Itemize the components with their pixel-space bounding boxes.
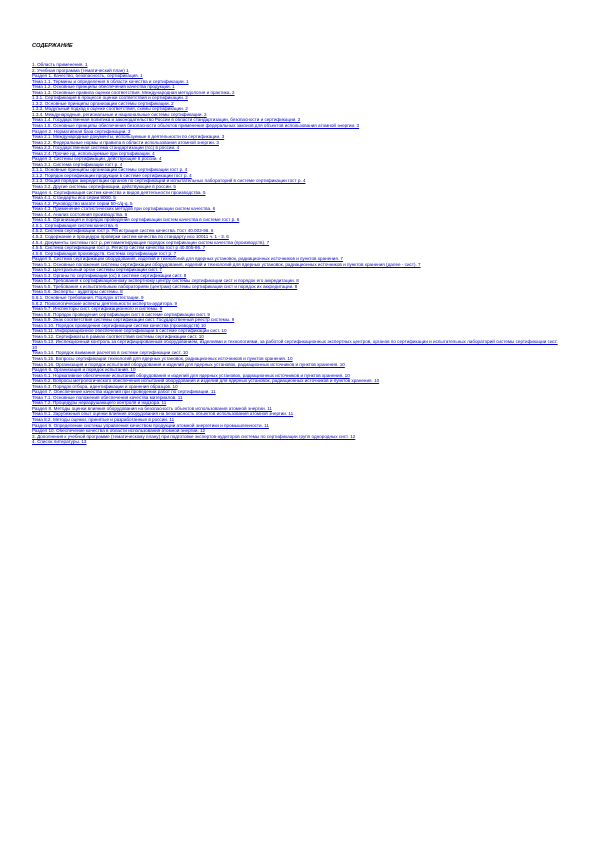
toc-entry-link[interactable]: Тема 5.5. Требования к испытательным лабораториям (центрам) системы сертификации сист и порядок их аккредитации. 8 xyxy=(32,283,298,289)
toc-entry-link[interactable]: Раздел 6. Организация и порядок испытаний. 10 xyxy=(32,367,136,373)
toc-entry-link[interactable]: Тема 5.2. Центральный орган системы сертификации сист. 7 xyxy=(32,267,162,273)
toc-entry-link[interactable]: 4.5.5. Система сертификации гост р. Регистр систем качества гост р 40.005-96. 7 xyxy=(32,245,206,251)
toc-entry-link[interactable]: Тема 4.1. Стандарты исо серии 9000. 5 xyxy=(32,195,116,201)
toc-entry-link[interactable]: 4. Список литературы. 13 xyxy=(32,439,87,445)
toc-entry-link[interactable]: Раздел 9. Определение системы управления качеством продукции атомной энергетики и промышленности. 11 xyxy=(32,422,269,428)
toc-entry-link[interactable]: 1. Область применения. 1 xyxy=(32,62,88,67)
toc-entry-link[interactable]: 1.3.1. Сертификация в процессе оценки соответствия и сертификации. 2 xyxy=(32,95,188,101)
toc-entry-link[interactable]: Тема 6.1. Нормативное обеспечение испытаний оборудования и изделий для ядерных установок, радиационных источников и пунктов хранения. 10 xyxy=(32,372,350,378)
toc-entry-link[interactable]: Тема 4.5. Организация и порядок проведения сертификации систем качества в системе гост р. 6 xyxy=(32,217,240,223)
toc-entry-link[interactable]: Тема 5.15. Вопросы сертификации технологий для ядерных установок, радиационных источников и пунктов хранения. 10 xyxy=(32,355,293,361)
toc-entry-link[interactable]: 5.6.2. Психологические аспекты деятельности эксперта-аудитора. 9 xyxy=(32,300,178,306)
toc-entry-link[interactable]: Тема 1.2. Основные принципы обеспечения качества продукции. 1 xyxy=(32,84,175,90)
toc-entry-link[interactable]: Раздел 10. Обеспечение качества в области использования атомной энергии. 12 xyxy=(32,428,206,434)
toc-entry-link[interactable]: Раздел 2. Нормативная база сертификации. 3 xyxy=(32,128,131,134)
toc-entry-link[interactable]: Тема 8.2. Методы оценки, принятые и разработанные в россии. 11 xyxy=(32,417,175,422)
toc-entry-link[interactable]: Тема 7.1. Основные положения обеспечения качества материалов. 11 xyxy=(32,394,183,400)
toc-entry-link[interactable]: Тема 2.4. Прочие нд, используемые при сертификации. 4 xyxy=(32,150,155,156)
toc-entry-link[interactable]: Раздел 4. Сертификация систем качества и видов деятельности производства. 5 xyxy=(32,189,206,195)
toc-entry-link[interactable]: Тема 5.12. Сертификаты в рамках соответствия системы сертификации сист. 10 xyxy=(32,333,204,339)
page-title: СОДЕРЖАНИЕ xyxy=(32,43,73,49)
toc-entry-link[interactable]: 4.5.1. Сертификация систем качества. 6 xyxy=(32,222,118,228)
toc-entry-link[interactable]: Раздел 3. Системы сертификации, действующие в россии. 4 xyxy=(32,156,162,162)
toc-entry-link[interactable]: 3.1.3. Общий порядок аккредитации органов по сертификации и испытательных лабораторий в системе сертификации гост р. 4 xyxy=(32,178,306,184)
toc-entry-link[interactable]: Тема 2.1. Международные документы, используемые в деятельности по сертификации. 3 xyxy=(32,134,225,140)
toc-entry-link[interactable]: Тема 5.10. Порядок проведения сертификации систем качества (производств) 10 xyxy=(32,322,206,328)
toc-entry-link[interactable]: Тема 5.8. Порядок проведения сертификации сист в системе сертификации сист. 9 xyxy=(32,311,210,317)
toc-entry-link[interactable]: Тема 5.16. Организация и порядок испытаний оборудования и изделий для ядерных установок, радиационных источников и пунктов хранения. 10 xyxy=(32,361,345,367)
toc-entry-link[interactable]: Тема 1.4. Государственная политика и законодательство России в области стандартизации, безопасности и сертификации. 2 xyxy=(32,117,301,123)
toc-entry-link[interactable]: Тема 5.1. Основные положения системы сертификации оборудования, изделий и технологий для ядерных установок, радиационных источников и пунктов хранения (далее - сист). 7 xyxy=(32,261,421,267)
toc-entry-link[interactable]: Тема 5.7. Инспекторы сист. сертификационного и системы. 9 xyxy=(32,306,163,312)
toc-entry-link[interactable]: Тема 5.13. Инспекционный контроль за сертифицированным оборудованием, изделиями и технологиями, за работой сертификационных экспертных центров, органов по сертификации и испытательных лабораторий системы сертификации сист. 10 xyxy=(32,339,558,350)
toc-entry-link[interactable]: Тема 3.2. Другие системы сертификации, действующие в россии. 5 xyxy=(32,184,176,190)
toc-entry-link[interactable]: Тема 4.3. Применение статистических методов при сертификации систем качества. 6 xyxy=(32,206,216,212)
toc-entry-link[interactable]: 4.5.3. Содержание и процедура проверки систем качества по стандарту исо 10011 ч. 1 - 3. 6 xyxy=(32,233,229,239)
toc-entry-link[interactable]: Тема 1.5. Основные принципы обеспечения безопасности объектов применения федеральных законов для объектов использования атомной энергии. 3 xyxy=(32,123,360,129)
toc-entry-link[interactable]: Тема 5.11. Информационное обеспечение сертификации в системе сертификации сист. 10 xyxy=(32,328,227,334)
toc-entry-link[interactable]: 1.3.3. Модульный подход к оценке соответствия, схемы сертификации. 2 xyxy=(32,106,188,112)
table-of-contents xyxy=(32,62,564,445)
toc-entry-link[interactable]: Тема 4.2. Руководство магате серии 50-с/q-q. 5 xyxy=(32,200,133,206)
toc-entry-link[interactable]: Тема 6.2. Вопросы метрологического обеспечения испытаний оборудования и изделий для ядерных установок, радиационных источников и пунктов хранения. 10 xyxy=(32,378,380,384)
toc-entry-link[interactable]: Тема 6.3. Порядок отбора, идентификации и хранения образцов. 10 xyxy=(32,383,178,389)
toc-entry-link[interactable]: 2. Учебная программа (тематический план) 1 xyxy=(32,67,129,73)
toc-entry-link[interactable]: 4.5.2. Система сертификации гост р. Регистрация систем качества. Гост 40.003-96. 6 xyxy=(32,228,214,234)
toc-entry-link[interactable]: Тема 5.14. Порядок взимания расчетов в системе сертификации сист. 10 xyxy=(32,350,188,356)
toc-entry-link[interactable]: Тема 4.4. Анализ состояния производства. 6 xyxy=(32,211,128,217)
toc-entry-link[interactable]: Тема 5.3. Органы по сертификации (ос) в системе сертификации сист. 8 xyxy=(32,272,187,278)
toc-entry-link[interactable]: Раздел 8. Методы оценки влияния оборудования на безопасность объектов использования атомной энергии. 11 xyxy=(32,405,272,411)
toc-entry-link[interactable]: Тема 5.6. Эксперты - аудиторы системы. 8 xyxy=(32,289,123,295)
toc-entry-link[interactable]: Тема 8.1. Зарубежный опыт оценки влияния оборудования на безопасность объектов использования атомной энергии. 11 xyxy=(32,411,294,417)
toc-entry-link[interactable]: 1.3.2. Основные принципы организации системы сертификации. 2 xyxy=(32,100,174,106)
toc-entry-link[interactable]: Тема 5.4. Требования к сертификационному экспертному центру системы сертификации сист и порядок его аккредитации. 8 xyxy=(32,278,299,284)
toc-entry-link[interactable]: Тема 1.1. Термины и определения в области качества и сертификации. 1 xyxy=(32,78,189,84)
toc-entry-link[interactable]: Тема 7.2. Процедуры неразрушающего контроля и надзора. 11 xyxy=(32,400,167,406)
toc-entry-link[interactable]: 3.1.1. Основные принципы организации системы сертификации гост р. 4 xyxy=(32,167,188,173)
toc-entry-link[interactable]: 3.1.2. Порядок сертификации продукции в системе сертификации гост р. 4 xyxy=(32,172,192,178)
document-page xyxy=(32,43,564,445)
toc-entry-link[interactable]: 1.3.4. Международные, региональные и национальные системы сертификации. 2 xyxy=(32,111,207,117)
toc-entry-link[interactable]: Тема 1.3. Основные правила оценки соответствия. Международная методология и практика. 2 xyxy=(32,89,235,95)
toc-entry-link[interactable]: Тема 2.2. Федеральные нормы и правила в области использования атомной энергии. 3 xyxy=(32,139,219,145)
toc-entry-link[interactable]: Тема 3.1. Система сертификации гост р. 4 xyxy=(32,161,123,167)
toc-entry-link[interactable]: Тема 2.3. Государственная система стандартизации (гсс) в россии. 4 xyxy=(32,145,180,151)
toc-entry-link[interactable]: 4.5.4. Документы системы гост р, регламентирующие порядок сертификации систем качества (производств). 7 xyxy=(32,239,270,245)
toc-entry-link[interactable]: 3. Дополнения к учебной программе (тематическому плану) при подготовке экспертов-аудиторов системы по сертификации групп однородных сист. 12 xyxy=(32,433,356,439)
toc-entry-link[interactable]: Раздел 7. Обеспечение качества изделий при проведении работ по сертификации. 11 xyxy=(32,389,216,395)
toc-entry-link[interactable]: 5.6.1. Основные требования. Порядок аттестации. 9 xyxy=(32,294,144,300)
toc-entry-link[interactable]: Раздел 1. Качество, безопасность, сертификация. 1 xyxy=(32,73,143,79)
toc-entry-link[interactable]: Раздел 5. Система сертификации оборудования, изделий и технологий для ядерных установок, радиационных источников и пунктов хранения. 7 xyxy=(32,256,343,262)
toc-entry-link[interactable]: Тема 5.9. Знак соответствия системы сертификации сист. Государственный реестр системы. 9 xyxy=(32,317,235,323)
toc-entry-link[interactable]: 4.5.6. Сертификация производств. Система сертификации гост р. 7 xyxy=(32,250,177,256)
